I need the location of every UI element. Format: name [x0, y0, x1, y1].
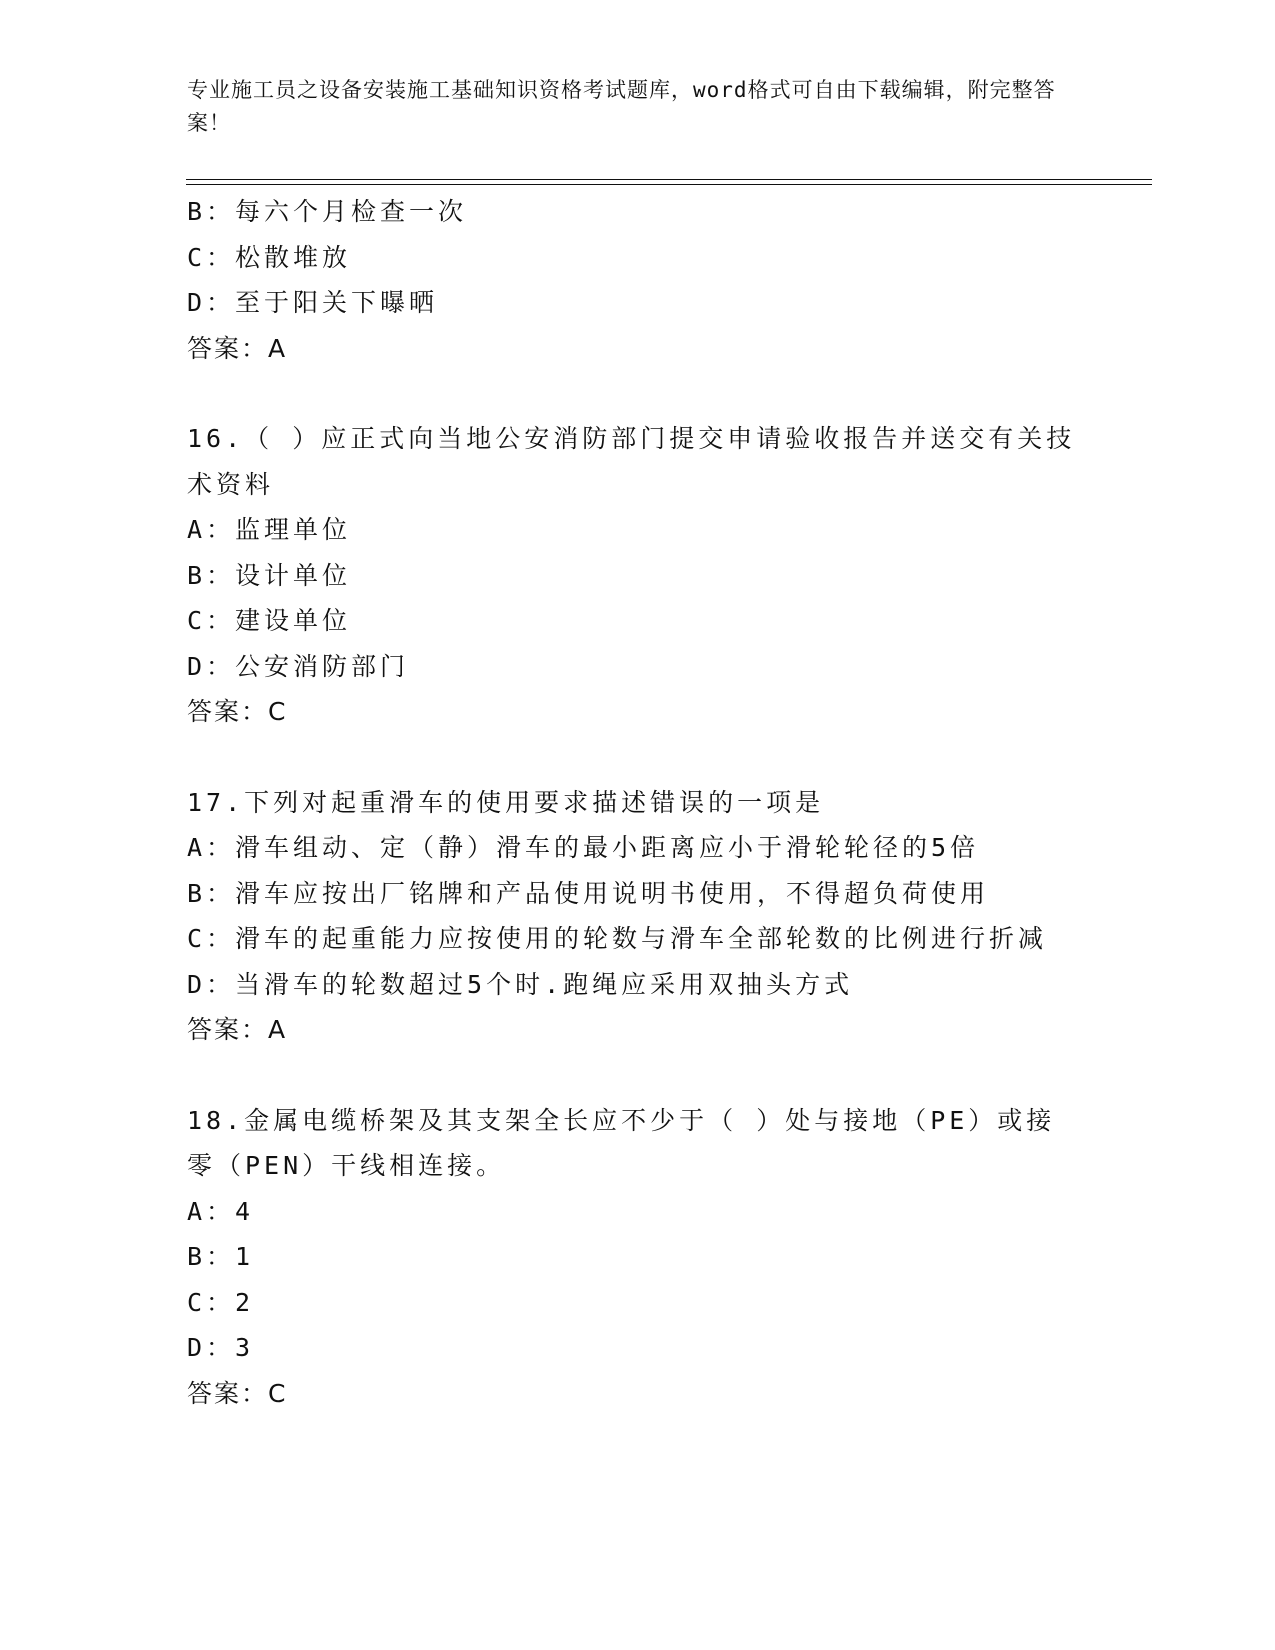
question-block-18	[187, 1098, 1077, 1417]
answer-line: 答案：A	[187, 1015, 288, 1044]
option-b: B：设计单位	[187, 560, 352, 590]
answer-line: 答案：A	[187, 333, 288, 363]
option-d: D：公安消防部门	[187, 651, 410, 681]
option-a: A：监理单位	[187, 515, 352, 544]
question-block-16	[187, 416, 1077, 735]
question-text: 17.下列对起重滑车的使用要求描述错误的一项是	[187, 787, 825, 817]
question-text: 18.金属电缆桥架及其支架全长应不少于（ ）处与接地（PE）或接零（PEN）干线相连接。	[187, 1105, 1056, 1180]
option-b: B：1	[187, 1242, 255, 1271]
spacer	[187, 735, 1077, 780]
option-d: D：至于阳关下曝晒	[187, 288, 439, 317]
header-rule-bottom	[186, 184, 1152, 185]
option-c: C：滑车的起重能力应按使用的轮数与滑车全部轮数的比例进行折减	[187, 924, 1048, 953]
question-content	[187, 189, 1077, 1416]
spacer	[187, 1053, 1077, 1098]
document-header: 专业施工员之设备安装施工基础知识资格考试题库，word格式可自由下载编辑，附完整答案！	[187, 78, 1056, 135]
header-rule-top	[186, 179, 1152, 180]
option-b: B：滑车应按出厂铭牌和产品使用说明书使用，不得超负荷使用	[187, 878, 990, 908]
question-text: 16.（ ）应正式向当地公安消防部门提交申请验收报告并送交有关技术资料	[187, 424, 1076, 499]
answer-line: 答案：C	[187, 697, 288, 726]
option-c: C：2	[187, 1287, 255, 1317]
option-a: A：滑车组动、定（静）滑车的最小距离应小于滑轮轮径的5倍	[187, 833, 980, 862]
question-block-continued	[187, 189, 1077, 371]
option-c: C：松散堆放	[187, 242, 352, 272]
spacer	[187, 371, 1077, 416]
option-d: D：当滑车的轮数超过5个时.跑绳应采用双抽头方式	[187, 969, 854, 999]
question-block-17	[187, 780, 1077, 1053]
option-c: C：建设单位	[187, 606, 352, 635]
option-a: A：4	[187, 1196, 255, 1226]
option-d: D：3	[187, 1333, 255, 1362]
option-b: B：每六个月检查一次	[187, 197, 468, 226]
answer-line: 答案：C	[187, 1378, 288, 1408]
